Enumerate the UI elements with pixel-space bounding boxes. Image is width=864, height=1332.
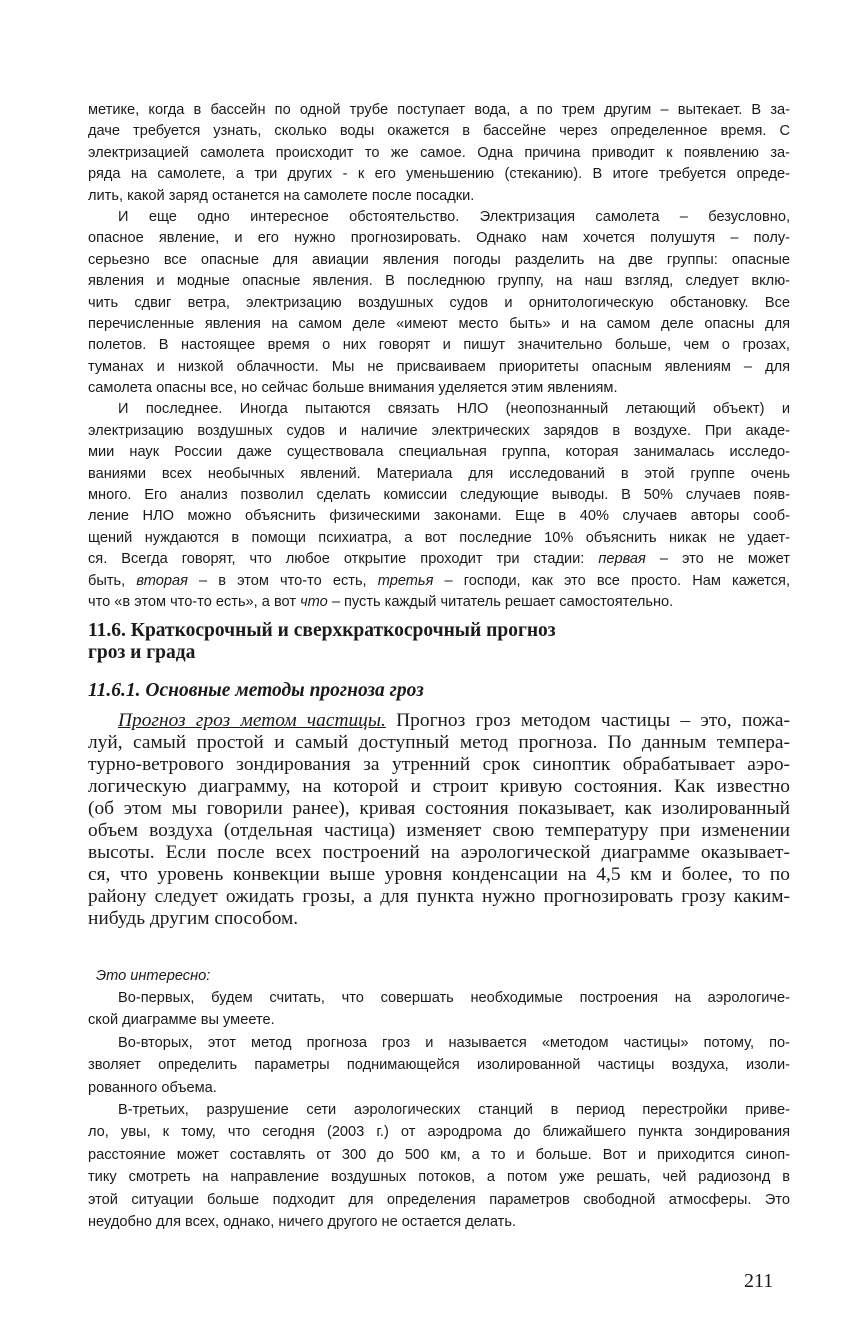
aside-interesting <box>88 965 790 1233</box>
text-line: И последнее. Иногда пытаются связать НЛО (неопознанный летающий объект) и <box>118 401 790 418</box>
text-line: туманах и низкой облачности. Мы не присваиваем приоритеты опасным явлениям – для <box>88 358 790 375</box>
subsection-title: 11.6.1. Основные методы прогноза гроз <box>88 680 424 701</box>
text-line: чить сдвиг ветра, электризацию воздушных судов и орнитологическую обстановку. Все <box>88 294 790 311</box>
paragraph <box>88 399 790 549</box>
text-line: даче требуется узнать, сколько воды окажется в бассейне через определенное время. С <box>88 123 790 140</box>
paragraph <box>88 732 790 930</box>
text-line: щений нуждаются в помощи психиатра, а вот последние 10% объяснить никак не удает- <box>88 529 790 546</box>
text-line: зволяет определить параметры поднимающейся изолированной частицы воздуха, изоли- <box>88 1057 790 1074</box>
section-11-6 <box>88 620 790 930</box>
text-line: опасное явление, и его нужно прогнозировать. Однако нам хочется полушутя – полу- <box>88 230 790 247</box>
text-line: перечисленные явления на самом деле «имеют место быть» и на самом деле опасны для <box>88 315 790 332</box>
text-line: этой ситуации больше подходит для определения параметров свободной атмосферы. Это <box>88 1191 790 1208</box>
text-line: Во-первых, будем считать, что совершать необходимые построения на аэрологиче- <box>118 990 790 1006</box>
text-line: турно-ветрового зондирования за утренний срок синоптик обрабатывает аэро- <box>88 754 790 775</box>
text-line: ряда на самолете, а три других - к его уменьшению (стеканию). В итоге требуется опреде- <box>88 166 790 183</box>
text-line: тику смотреть на направление воздушных потоков, а потом уже решать, чей радиозонд в <box>88 1169 790 1186</box>
text-line: мии наук России даже существовала специальная группа, которая занималась исследо- <box>88 444 790 461</box>
text-line: луй, самый простой и самый доступный метод прогноза. По данным темпера- <box>88 732 790 753</box>
paragraph <box>88 100 790 207</box>
text-line: логическую диаграмму, на которой и строит кривую состояния. Как известно <box>88 776 790 797</box>
text-line: И еще одно интересное обстоятельство. Электризация самолета – безусловно, <box>118 208 790 225</box>
text-line: много. Его анализ позволил сделать комиссии следующие выводы. В 50% случаев появ- <box>88 487 790 504</box>
text-line: Во-вторых, этот метод прогноза гроз и называется «методом частицы» потому, по- <box>118 1034 790 1051</box>
text-line: ваниями всех необычных явлений. Материала для исследований в этой группе очень <box>88 465 790 482</box>
text-line: ление НЛО можно объяснить физическими законами. Еще в 40% случаев авторы сооб- <box>88 508 790 525</box>
text-line: неудобно для всех, однако, ничего другого не остается делать. <box>88 1213 517 1230</box>
lead-term: Прогноз гроз метом частицы. <box>118 710 386 731</box>
text-line: рованного объема. <box>88 1079 217 1096</box>
text-line: высоты. Если после всех построений на аэрологической диаграмме оказывает- <box>88 842 790 863</box>
page-number: 211 <box>744 1270 774 1292</box>
section-body: Прогноз гроз метом частицы. Прогноз гроз методом частицы – это, пожа- луй, самый простой и самый доступный метод прогноза. По данным темпера- турно-ветрового зондирования за утренний срок синоптик обрабатывает аэро- логическую диаграмму, на которой и строит кривую состояния. Как известно (об этом мы говорили ранее), кривая состояния показывает, как изолированный объем воздуха (отдельная частица) изменяет свою температуру при изменении высоты. Если после всех построений на аэрологической диаграмме оказывает- ся, что уровень конвекции выше уровня конденсации на 4,5 км и более, то по району следует ожидать грозы, а для пункта нужно прогнозировать грозу каким- нибудь другим способом. <box>88 710 790 929</box>
section-title: 11.6. Краткосрочный и сверхкраткосрочный прогноз гроз и града <box>88 620 556 663</box>
text-line: метике, когда в бассейн по одной трубе поступает вода, а по трем другим – вытекает. В за- <box>88 102 790 118</box>
text-line: лить, какой заряд останется на самолете после посадки. <box>88 187 475 204</box>
paragraph <box>88 1032 790 1099</box>
paragraph <box>88 1099 790 1233</box>
text-line: району следует ожидать грозы, а для пункта нужно прогнозировать грозу каким- <box>88 886 790 907</box>
text-line: ся, что уровень конвекции выше уровня конденсации на 4,5 км и более, то по <box>88 864 790 885</box>
text-line: расстояние может составлять от 300 до 500 км, а то и больше. Вот и приходится синоп- <box>88 1146 790 1163</box>
text-line: электризацию воздушных судов и наличие электрических зарядов в воздухе. При акаде- <box>88 422 790 439</box>
text-line: объем воздуха (отдельная частица) изменяет свою температуру при изменении <box>88 820 790 841</box>
paragraph-stages-tail: ся. Всегда говорят, что любое открытие проходит три стадии: первая – это не может быть, вторая – в этом что-то есть, третья – господи, как это все просто. Нам кажется, что «в этом что-то есть», а вот что – пусть каждый читатель решает самостоятельно. <box>88 551 791 610</box>
intro-text <box>88 100 790 613</box>
text-line: серьезно все опасные для авиации явления погоды разделить на две группы: опасные <box>88 251 790 268</box>
text-line: (об этом мы говорили ранее), кривая состояния показывает, как изолированный <box>88 798 790 819</box>
text-line: В-третьих, разрушение сети аэрологических станций в период перестройки приве- <box>118 1101 790 1118</box>
paragraph <box>88 987 790 1032</box>
text-line: нибудь другим способом. <box>88 908 299 929</box>
text-line: самолета опасны все, но сейчас больше внимания уделяется этим явлениям. <box>88 380 618 397</box>
aside-title: Это интересно: <box>96 968 211 984</box>
text-line: электризацией самолета происходит то же самое. Одна причина приводит к появлению за- <box>88 144 790 161</box>
paragraph <box>88 207 790 400</box>
text-line: ской диаграмме вы умеете. <box>88 1012 275 1029</box>
text-line: полетов. В настоящее время о них говорят и пишут значительно больше, чем о грозах, <box>88 337 790 354</box>
text-line: явления и модные опасные явления. В последнюю группу, на наш взгляд, следует вклю- <box>88 273 790 290</box>
text-line: ло, увы, к тому, что сегодня (2003 г.) от аэродрома до ближайшего пункта зондирования <box>88 1124 790 1141</box>
